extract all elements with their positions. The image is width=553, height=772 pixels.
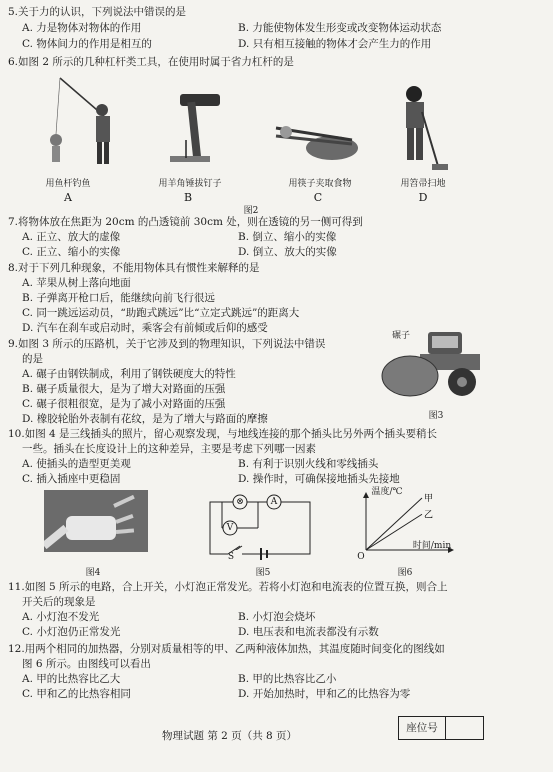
chopsticks-image [272,110,362,170]
claw-hammer-image [160,88,230,170]
circuit-diagram [200,490,320,566]
q9-option-b: B. 碾子质量很大，是为了增大对路面的压强 [22,383,226,395]
q10-stem-line2: 一些。插头在长度设计上的这种差异，主要是考虑下列哪一因素 [22,443,316,455]
series-label-jia: 甲 [424,494,434,504]
q5-option-c: C. 物体间力的作用是相互的 [22,38,152,50]
road-roller-image [380,326,484,400]
y-axis-arrow [363,492,369,498]
q10-option-b: B. 有利于识别火线和零线插头 [238,458,379,470]
q12-option-d: D. 开始加热时，甲和乙的比热容为零 [238,688,411,700]
caption-d: 用笤帚扫地 [400,179,446,189]
roller-label: 碾子 [391,331,410,341]
fishing-image [26,76,116,168]
q7-option-a: A. 正立、放大的虚像 [22,231,121,243]
q12-option-c: C. 甲和乙的比热容相同 [22,688,131,700]
y-axis-label: 温度/℃ [371,487,403,497]
q10-option-a: A. 使插头的造型更美观 [22,458,131,470]
seat-number-label: 座位号 [399,717,446,739]
q5-option-a: A. 力是物体对物体的作用 [22,22,142,34]
q7-stem: 7.将物体放在焦距为 20cm 的凸透镜前 30cm 处，则在透镜的另一侧可得到 [8,216,363,228]
q5-stem: 5.关于力的认识，下列说法中错误的是 [8,6,187,18]
q12-option-a: A. 甲的比热容比乙大 [22,673,121,685]
q11-option-a: A. 小灯泡不发光 [22,611,100,623]
letter-a: A [64,191,72,204]
page-footer: 物理试题 第 2 页（共 8 页） [162,730,298,742]
q11-stem-line1: 11.如图 5 所示的电路，合上开关，小灯泡正常发光。若将小灯泡和电流表的位置互换，则合上 [8,581,448,593]
voltmeter-label: V [226,523,234,533]
q7-option-c: C. 正立、缩小的实像 [22,246,121,258]
q7-option-b: B. 倒立、缩小的实像 [238,231,337,243]
switch-label: S [227,552,235,562]
q10-option-d: D. 操作时，可确保接地插头先接地 [238,473,400,485]
q7-option-d: D. 倒立、放大的实像 [238,246,337,258]
q8-option-c: C. 同一跳远运动员，“助跑式跳远”比“立定式跳远”的距离大 [22,307,300,319]
figure-4-label: 图4 [85,568,101,578]
q8-option-d: D. 汽车在刹车或启动时，乘客会有前倾或后仰的感受 [22,322,268,334]
q9-option-d: D. 橡胶轮胎外表制有花纹，是为了增大与路面的摩擦 [22,413,268,425]
q12-stem-line2: 图 6 所示。由图线可以看出 [22,658,151,670]
q10-option-c: C. 插入插座中更稳固 [22,473,121,485]
q8-option-b: B. 子弹离开枪口后，能继续向前飞行很远 [22,292,215,304]
q10-stem-line1: 10.如图 4 是三线插头的照片，留心观察发现，与地线连接的那个插头比另外两个插头要稍长 [8,428,438,440]
x-axis-label: 时间/min [412,541,452,551]
figure-6-label: 图6 [397,568,413,578]
q9-option-c: C. 碾子很粗很宽，是为了减小对路面的压强 [22,398,226,410]
q11-stem-line2: 开关后的现象是 [22,596,96,608]
q8-option-a: A. 苹果从树上落向地面 [22,277,131,289]
q12-stem-line1: 12.用两个相同的加热器，分别对质量相等的甲、乙两种液体加热，其温度随时间变化的图线如 [8,643,445,655]
q12-option-b: B. 甲的比热容比乙小 [238,673,337,685]
q5-option-b: B. 力能使物体发生形变或改变物体运动状态 [238,22,442,34]
q9-stem-line2: 的是 [22,353,43,365]
figure-2-label: 图2 [243,206,259,216]
q6-stem: 6.如图 2 所示的几种杠杆类工具，在使用时属于省力杠杆的是 [8,56,294,68]
q9-stem-line1: 9.如图 3 所示的压路机，关于它涉及到的物理知识，下列说法中错误 [8,338,326,350]
letter-d: D [418,191,428,204]
letter-b: B [183,191,193,204]
q9-option-a: A. 碾子由钢铁制成，利用了钢铁硬度大的特性 [22,368,236,380]
q11-option-c: C. 小灯泡仍正常发光 [22,626,121,638]
letter-c: C [313,191,323,204]
q5-option-d: D. 只有相互接触的物体才会产生力的作用 [238,38,432,50]
three-pin-plug-image [44,490,148,552]
caption-a: 用鱼杆钓鱼 [45,179,91,189]
figure-3-label: 图3 [428,411,444,421]
sweeping-image [392,84,452,174]
q11-option-b: B. 小灯泡会烧坏 [238,611,316,623]
figure-5-label: 图5 [255,568,271,578]
lamp-symbol: ⊗ [236,497,244,507]
seat-number-box [398,716,484,740]
origin-label: O [357,552,365,562]
q11-option-d: D. 电压表和电流表都没有示数 [238,626,379,638]
ammeter-label: A [270,497,278,507]
caption-b: 用羊角锤拔钉子 [158,179,222,189]
q8-stem: 8.对于下列几种现象，不能用物体具有惯性来解释的是 [8,262,260,274]
series-label-yi: 乙 [424,510,434,521]
caption-c: 用筷子夹取食物 [288,179,352,189]
